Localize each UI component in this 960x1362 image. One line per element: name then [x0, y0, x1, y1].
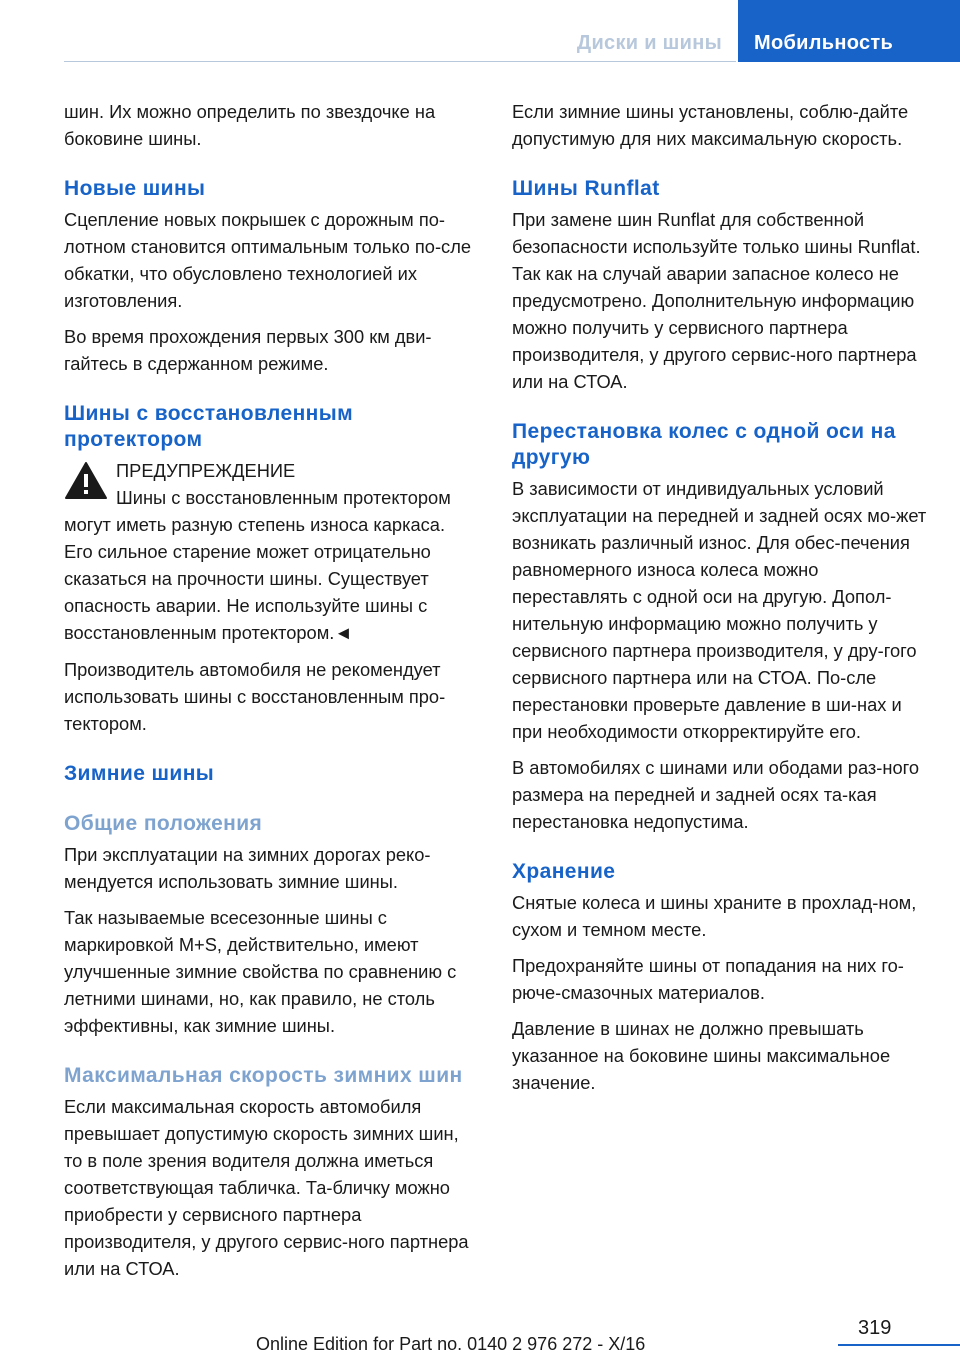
- paragraph: Сцепление новых покрышек с дорожным по-лотном становится оптимальным только по-сле обкатки, что обусловлено технологией их изготовления.: [64, 209, 472, 311]
- page-number: 319: [858, 1317, 892, 1339]
- paragraph: Снятые колеса и шины храните в прохлад-ном, сухом и темном месте.: [512, 892, 917, 940]
- warning-box: [64, 457, 478, 646]
- heading-new-tires: Новые шины: [64, 177, 206, 200]
- right-column: [512, 98, 928, 1105]
- heading-max-speed: Максимальная скорость зимних шин: [64, 1064, 463, 1087]
- paragraph: При эксплуатации на зимних дорогах реко-мендуется использовать зимние шины.: [64, 844, 431, 892]
- left-column: [64, 98, 478, 1291]
- paragraph: Давление в шинах не должно превышать указанное на боковине шины максимальное значение.: [512, 1018, 891, 1093]
- paragraph: Во время прохождения первых 300 км дви-гайтесь в сдержанном режиме.: [64, 326, 432, 374]
- heading-winter-tires: Зимние шины: [64, 762, 215, 785]
- footer-divider: [838, 1344, 960, 1346]
- page-header: [577, 0, 960, 62]
- header-chapter-title: Мобильность: [738, 0, 960, 62]
- header-section-title: Диски и шины: [576, 32, 722, 54]
- paragraph: Если зимние шины установлены, соблю-дайте допустимую для них максимальную скорость.: [512, 101, 909, 149]
- paragraph: Так называемые всесезонные шины с маркировкой M+S, действительно, имеют улучшенные зимние свойства по сравнению с летними шинами, но, как правило, не столь эффективны, как зимние шины.: [64, 907, 457, 1036]
- warning-triangle-icon: [64, 457, 108, 501]
- paragraph: Если максимальная скорость автомобиля превышает допустимую скорость зимних шин, то в поле зрения водителя должна иметься соответствующая табличка. Та-бличку можно приобрести у сервисного партнера производителя, у другого сервис-ного партнера или на СТОА.: [64, 1096, 469, 1279]
- heading-general: Общие положения: [64, 812, 263, 835]
- warning-text-first-line: Шины с восстановленным протектором: [116, 487, 451, 508]
- heading-wheel-rotation: Перестановка колес с одной оси на другую: [512, 420, 896, 469]
- paragraph: При замене шин Runflat для собственной безопасности используйте только шины Runflat. Так как на случай аварии запасное колесо не предусмотрено. Дополнительную информацию можно получить у сервисного партнера производителя, у другого сервис-ного партнера или на СТОА.: [512, 209, 921, 392]
- paragraph: Предохраняйте шины от попадания на них го-рюче-смазочных материалов.: [512, 955, 904, 1003]
- paragraph: В автомобилях с шинами или ободами раз-ного размера на передней и задней осях та-кая перестановка недопустима.: [512, 757, 920, 832]
- heading-runflat: Шины Runflat: [512, 177, 660, 200]
- heading-retread-tires: Шины с восстановленным протектором: [64, 402, 354, 451]
- paragraph: Производитель автомобиля не рекомендует использовать шины с восстановленным про-тектором.: [64, 659, 446, 734]
- header-divider: [64, 61, 736, 62]
- edition-footer: Online Edition for Part no. 0140 2 976 272 - X/16: [256, 1334, 646, 1354]
- paragraph: В зависимости от индивидуальных условий эксплуатации на передней и задней осях мо-жет возникать различный износ. Для обес-печения равномерного износа колеса можно переставлять с одной оси на другую. Допол-нительную информацию можно получить у сервисного партнера производителя, у дру-гого сервисного партнера или на СТОА. По-сле перестановки проверьте давление в ши-нах и при необходимости откорректируйте его.: [512, 478, 927, 742]
- heading-storage: Хранение: [512, 860, 616, 883]
- warning-text: могут иметь разную степень износа каркаса. Его сильное старение может отрицательно сказаться на прочности шины. Существует опасность аварии. Не используйте шины с восстановленным протектором.◄: [64, 514, 446, 643]
- paragraph: шин. Их можно определить по звездочке на боковине шины.: [64, 101, 436, 149]
- warning-title: ПРЕДУПРЕЖДЕНИЕ: [116, 460, 296, 481]
